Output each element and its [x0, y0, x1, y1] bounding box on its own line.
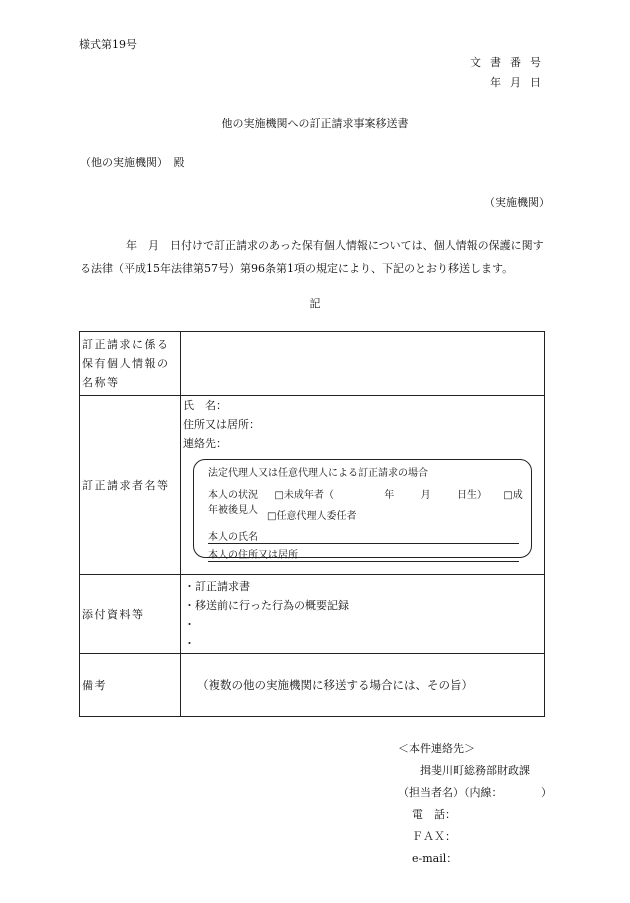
attachment-item: ・ [184, 637, 195, 650]
contact-department: 揖斐川町総務部財政課 [420, 764, 530, 777]
birth-day-label: 日生） [456, 490, 487, 501]
table-row-attachments [80, 575, 545, 654]
requester-contact-field: 連絡先： [183, 437, 227, 450]
attachment-item: ・移送前に行った行為の概要記録 [184, 599, 349, 612]
delegator-checkbox: □任意代理人委任者 [267, 511, 357, 522]
document-number-label: 文書番号 [470, 56, 550, 69]
requester-address-field: 住所又は居所： [183, 418, 260, 431]
principal-name-line: 本人の氏名 [208, 528, 519, 544]
ki-heading: 記 [309, 297, 321, 310]
body-text: 年 月 日付けで訂正請求のあった保有個人情報については、個人情報の保護に関する法律（平成15年法律第57号）第96条第1項の規定により、下記のとおり移送します。 [80, 239, 544, 275]
remarks-label: 備考 [80, 654, 181, 717]
attachment-item: ・訂正請求書 [184, 580, 250, 593]
attachments-label: 添付資料等 [80, 575, 181, 654]
contact-person: （担当者名）（内線： ） [398, 786, 552, 799]
contact-email: e-mail： [412, 852, 458, 865]
requester-label: 訂正請求者名等 [80, 396, 181, 575]
requester-name-field: 氏 名： [183, 399, 227, 412]
principal-status-row [208, 486, 531, 516]
contact-block [398, 738, 552, 870]
contact-heading: ＜本件連絡先＞ [398, 742, 475, 755]
agent-box-title: 法定代理人又は任意代理人による訂正請求の場合 [208, 468, 428, 479]
table-row-remarks [80, 654, 545, 717]
adult-ward-checkbox: □成年被後見人 [208, 490, 523, 516]
requester-cell [181, 396, 545, 575]
table-row-requester [80, 396, 545, 575]
principal-status-label: 本人の状況 [208, 490, 258, 501]
form-number: 様式第19号 [79, 38, 137, 51]
attachments-cell [181, 575, 545, 654]
remarks-value: （複数の他の実施機関に移送する場合には、その旨） [181, 654, 545, 717]
info-name-label: 訂正請求に係る保有個人情報の名称等 [80, 332, 181, 396]
document-date-label: 年月日 [490, 76, 550, 89]
document-title: 他の実施機関への訂正請求事案移送書 [221, 117, 409, 130]
birth-month-label: 月 [420, 490, 431, 501]
principal-address-line: 本人の住所又は居所 [208, 546, 519, 562]
attachment-item: ・ [184, 618, 195, 631]
addressee: （他の実施機関） 殿 [80, 156, 185, 169]
info-name-value [181, 332, 545, 396]
sender: （実施機関） [484, 196, 550, 209]
table-row-info-name [80, 332, 545, 396]
transfer-table [79, 331, 545, 717]
contact-fax: ＦＡＸ： [412, 830, 456, 843]
contact-telephone: 電 話： [412, 808, 456, 821]
minor-checkbox: □未成年者（ [274, 490, 334, 501]
agent-request-box [193, 459, 532, 561]
birth-year-label: 年 [384, 490, 395, 501]
